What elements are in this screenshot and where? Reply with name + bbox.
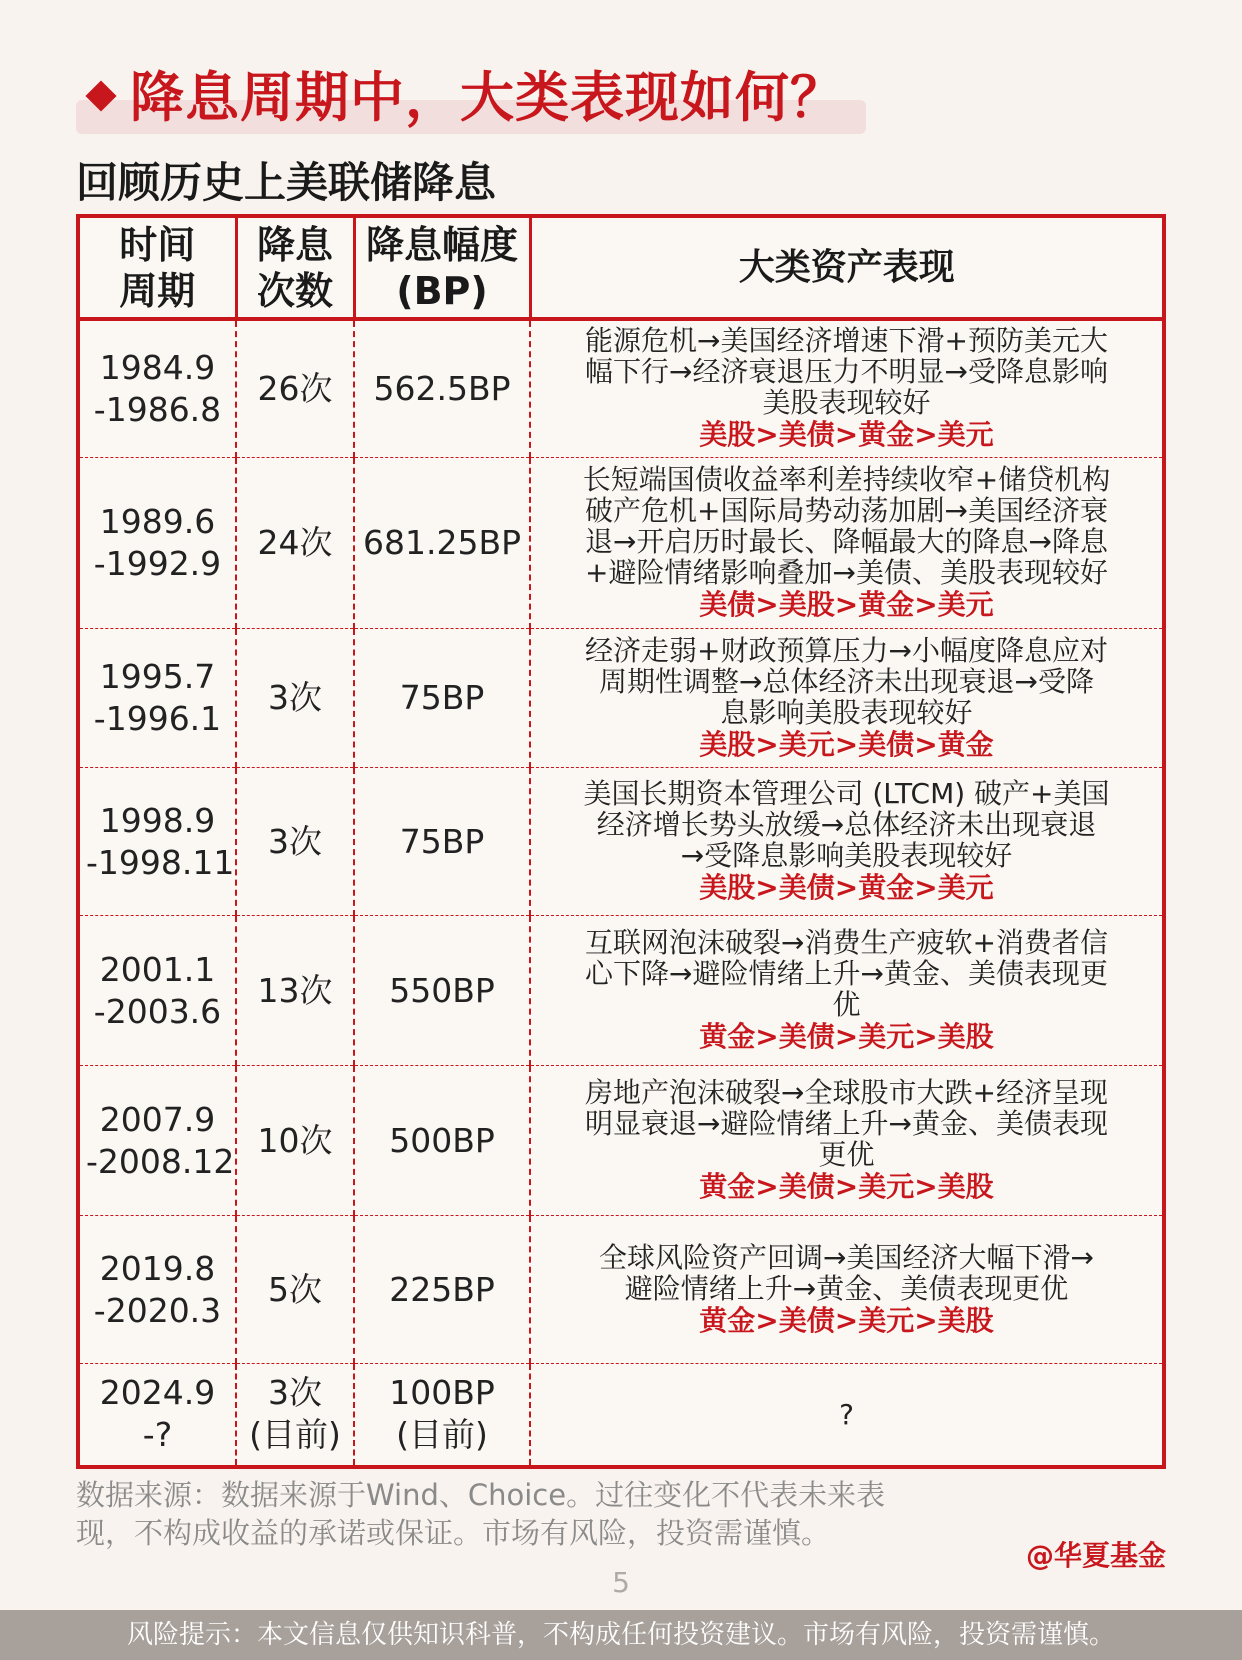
table-row bbox=[78, 1363, 1164, 1467]
cell-count-line: 5次 bbox=[268, 1269, 322, 1309]
table-row bbox=[78, 1066, 1164, 1216]
risk-disclaimer-footer: 风险提示：本文信息仅供知识科普，不构成任何投资建议。市场有风险，投资需谨慎。 bbox=[0, 1610, 1242, 1660]
cell-period-line: 1984.9 bbox=[99, 347, 216, 387]
cell-assets-line: +避险情绪影响叠加→美债、美股表现较好 bbox=[585, 555, 1108, 589]
cell-count-line: (目前) bbox=[249, 1415, 341, 1455]
cell-assets-line: →受降息影响美股表现较好 bbox=[680, 839, 1013, 873]
cell-count-line: 26次 bbox=[257, 368, 333, 408]
data-source-note bbox=[76, 1476, 976, 1552]
cell-period-line: -2008.12 bbox=[86, 1141, 235, 1181]
cell-assets-line: 优 bbox=[832, 988, 861, 1022]
cell-period bbox=[78, 319, 236, 457]
cell-count-line: 24次 bbox=[257, 522, 333, 562]
cell-assets-line: 心下降→避险情绪上升→黄金、美债表现更 bbox=[585, 957, 1108, 991]
cell-assets-line: 房地产泡沫破裂→全球股市大跌+经济呈现 bbox=[585, 1076, 1108, 1110]
cell-period-line: -1996.1 bbox=[93, 699, 222, 739]
header-line: 降息 bbox=[256, 222, 333, 267]
cell-assets-line: 破产危机+国际局势动荡加剧→美国经济衰 bbox=[585, 493, 1108, 527]
table-header bbox=[78, 216, 1164, 319]
cell-assets bbox=[530, 1363, 1164, 1467]
cell-assets-line: 能源危机→美国经济增速下滑+预防美元大 bbox=[585, 324, 1108, 358]
table-row bbox=[78, 319, 1164, 457]
cell-period bbox=[78, 1216, 236, 1364]
cell-count bbox=[236, 916, 354, 1066]
cell-bp-line: 562.5BP bbox=[373, 368, 511, 408]
cell-bp-line: 75BP bbox=[399, 678, 485, 718]
cell-assets bbox=[530, 916, 1164, 1066]
asset-ranking: 美股>美元>美债>黄金 bbox=[699, 727, 994, 761]
page-number: 5 bbox=[612, 1566, 630, 1599]
header-line: 次数 bbox=[256, 268, 333, 313]
cell-period-line: 1995.7 bbox=[99, 657, 216, 697]
cell-assets-line: 息影响美股表现较好 bbox=[720, 695, 973, 729]
cell-period bbox=[78, 1066, 236, 1216]
source-line: 数据来源：数据来源于Wind、Choice。过往变化不代表未来表 bbox=[76, 1478, 886, 1512]
cell-period-line: 1998.9 bbox=[99, 800, 216, 840]
cell-assets-line: 长短端国债收益率利差持续收窄+储贷机构 bbox=[582, 462, 1111, 496]
cell-period-line: -2003.6 bbox=[93, 991, 222, 1031]
cell-count bbox=[236, 457, 354, 628]
header-count bbox=[236, 216, 354, 319]
cell-bp bbox=[354, 628, 530, 767]
cell-period-line: 2001.1 bbox=[99, 949, 216, 989]
cell-count bbox=[236, 1363, 354, 1467]
cell-bp-line: 681.25BP bbox=[362, 522, 521, 562]
cell-count-line: 3次 bbox=[268, 678, 322, 718]
cell-bp bbox=[354, 1363, 530, 1467]
cell-period bbox=[78, 768, 236, 916]
cell-period-line: 2024.9 bbox=[99, 1373, 216, 1413]
table-row bbox=[78, 457, 1164, 628]
cell-assets-line: ? bbox=[839, 1397, 854, 1431]
header-line: 周期 bbox=[119, 268, 196, 313]
cell-period bbox=[78, 1363, 236, 1467]
cell-assets bbox=[530, 1216, 1164, 1364]
table-row bbox=[78, 768, 1164, 916]
brand-handle: @华夏基金 bbox=[1025, 1539, 1166, 1572]
section-subtitle: 回顾历史上美联储降息 bbox=[76, 158, 497, 207]
header-bp bbox=[354, 216, 530, 319]
cell-assets-line: 退→开启历时最长、降幅最大的降息→降息 bbox=[585, 524, 1108, 558]
table-row bbox=[78, 916, 1164, 1066]
cell-bp bbox=[354, 319, 530, 457]
title-block bbox=[76, 62, 896, 134]
cell-count bbox=[236, 319, 354, 457]
cell-bp-line: 550BP bbox=[389, 970, 495, 1010]
header-assets: 大类资产表现 bbox=[530, 216, 1164, 319]
cell-bp bbox=[354, 1066, 530, 1216]
asset-ranking: 黄金>美债>美元>美股 bbox=[699, 1170, 994, 1204]
cell-period bbox=[78, 457, 236, 628]
cell-period-line: -2020.3 bbox=[93, 1290, 222, 1330]
cell-bp bbox=[354, 1216, 530, 1364]
cell-count-line: 3次 bbox=[268, 821, 322, 861]
cell-count-line: 10次 bbox=[257, 1120, 333, 1160]
table-body bbox=[78, 319, 1164, 1467]
cell-period-line: 1989.6 bbox=[99, 501, 216, 541]
cell-count bbox=[236, 1066, 354, 1216]
cell-assets bbox=[530, 628, 1164, 767]
cell-assets-line: 全球风险资产回调→美国经济大幅下滑→ bbox=[599, 1240, 1094, 1274]
cell-assets bbox=[530, 1066, 1164, 1216]
cell-bp bbox=[354, 916, 530, 1066]
cell-bp bbox=[354, 457, 530, 628]
cell-assets-line: 美国长期资本管理公司 (LTCM) 破产+美国 bbox=[583, 777, 1110, 811]
cell-bp-line: 100BP bbox=[389, 1373, 495, 1413]
header-line: 时间 bbox=[119, 222, 196, 267]
asset-ranking: 美债>美股>黄金>美元 bbox=[699, 587, 994, 621]
table-row bbox=[78, 628, 1164, 767]
cell-period-line: 2019.8 bbox=[99, 1248, 216, 1288]
cell-assets-line: 避险情绪上升→黄金、美债表现更优 bbox=[624, 1271, 1069, 1305]
cell-assets bbox=[530, 768, 1164, 916]
cell-count bbox=[236, 768, 354, 916]
source-line: 现，不构成收益的承诺或保证。市场有风险，投资需谨慎。 bbox=[76, 1516, 831, 1550]
cell-period-line: -1992.9 bbox=[93, 543, 222, 583]
cell-assets-line: 美股表现较好 bbox=[762, 386, 931, 420]
cell-assets-line: 更优 bbox=[818, 1138, 875, 1172]
asset-ranking: 黄金>美债>美元>美股 bbox=[699, 1020, 994, 1054]
asset-ranking: 美股>美债>黄金>美元 bbox=[699, 418, 994, 452]
rate-cut-table bbox=[76, 214, 1166, 1469]
cell-period-line: -1998.11 bbox=[86, 842, 235, 882]
cell-assets bbox=[530, 457, 1164, 628]
asset-ranking: 美股>美债>黄金>美元 bbox=[699, 871, 994, 905]
cell-count bbox=[236, 628, 354, 767]
header-line: 降息幅度 bbox=[365, 222, 518, 267]
cell-count-line: 3次 bbox=[268, 1373, 322, 1413]
cell-bp-line: (目前) bbox=[396, 1415, 488, 1455]
cell-period bbox=[78, 628, 236, 767]
cell-assets-line: 周期性调整→总体经济未出现衰退→受降 bbox=[599, 664, 1094, 698]
asset-ranking: 黄金>美债>美元>美股 bbox=[699, 1303, 994, 1337]
cell-bp bbox=[354, 768, 530, 916]
cell-period-line: -? bbox=[142, 1415, 173, 1455]
cell-bp-line: 225BP bbox=[389, 1269, 495, 1309]
cell-period-line: 2007.9 bbox=[99, 1099, 216, 1139]
cell-bp-line: 75BP bbox=[399, 821, 485, 861]
table-row bbox=[78, 1216, 1164, 1364]
cell-assets-line: 经济增长势头放缓→总体经济未出现衰退 bbox=[596, 808, 1097, 842]
cell-assets bbox=[530, 319, 1164, 457]
header-period bbox=[78, 216, 236, 319]
cell-bp-line: 500BP bbox=[389, 1120, 495, 1160]
cell-count-line: 13次 bbox=[257, 970, 333, 1010]
cell-assets-line: 明显衰退→避险情绪上升→黄金、美债表现 bbox=[585, 1107, 1108, 1141]
cell-period bbox=[78, 916, 236, 1066]
cell-period-line: -1986.8 bbox=[93, 389, 222, 429]
cell-count bbox=[236, 1216, 354, 1364]
cell-assets-line: 互联网泡沫破裂→消费生产疲软+消费者信 bbox=[585, 926, 1108, 960]
diamond-bullet-icon bbox=[85, 81, 116, 112]
cell-assets-line: 幅下行→经济衰退压力不明显→受降息影响 bbox=[585, 355, 1108, 389]
page-title bbox=[82, 62, 845, 134]
page-title-text: 降息周期中，大类表现如何？ bbox=[130, 66, 845, 129]
cell-assets-line: 经济走弱+财政预算压力→小幅度降息应对 bbox=[585, 633, 1108, 667]
header-line: (BP) bbox=[396, 268, 488, 313]
